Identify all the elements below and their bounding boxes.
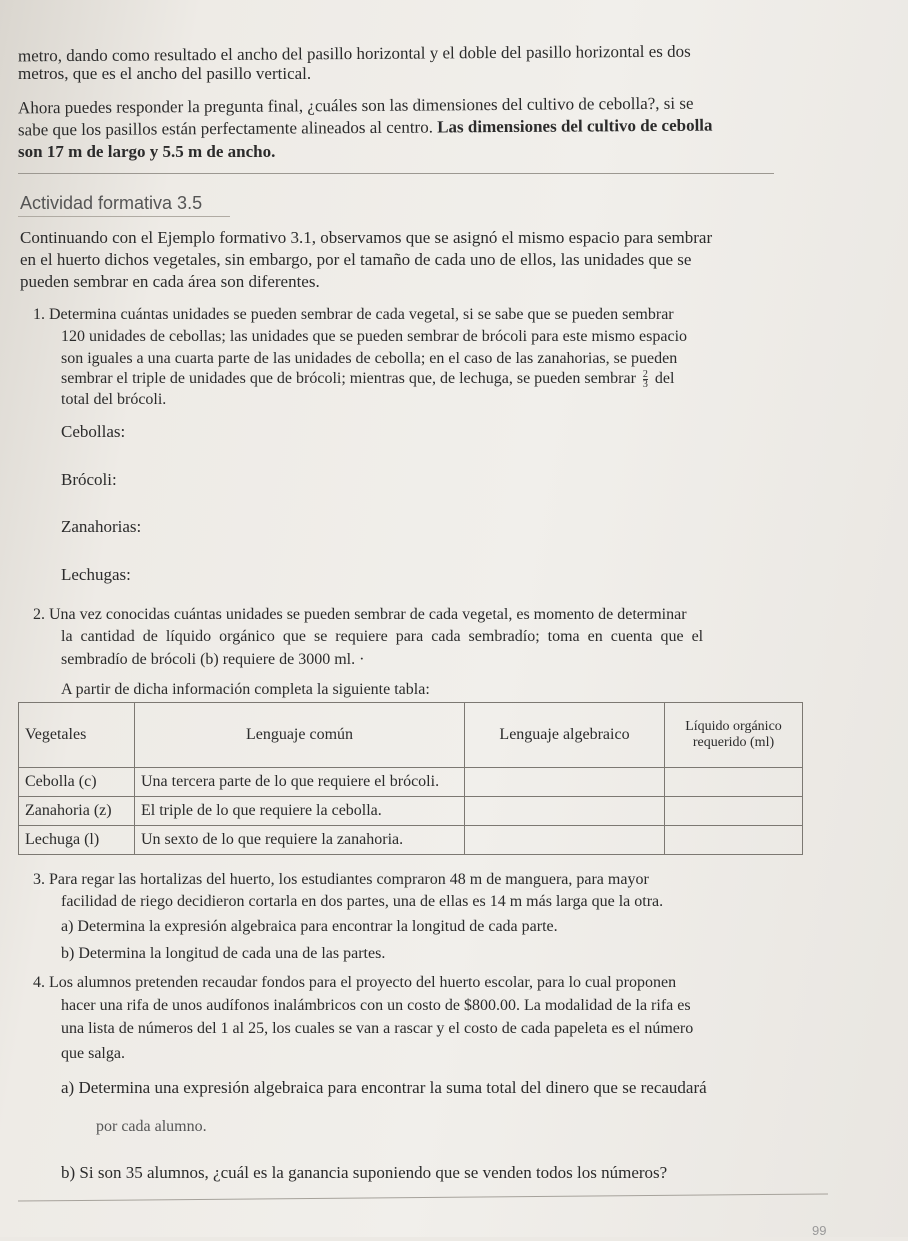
q1-line-4-text: sembrar el triple de unidades que de brócoli; mientras que, de lechuga, se pueden sembrar — [61, 370, 636, 387]
liquid-requirement-table — [18, 702, 803, 855]
answer-label-lechugas: Lechugas: — [61, 565, 131, 584]
q4-part-a-line-2: por cada alumno. — [96, 1118, 207, 1135]
bottom-divider — [18, 1193, 828, 1201]
table-row — [19, 797, 803, 826]
activity-title: Actividad formativa 3.5 — [20, 193, 203, 213]
cell-liquido[interactable] — [665, 826, 803, 855]
q1-line-3: son iguales a una cuarta parte de las unidades de cebolla; en el caso de las zanahorias, se pueden — [61, 350, 678, 367]
table-header-row — [19, 703, 803, 768]
header-liquido-organico: Líquido orgánico requerido (ml) — [665, 703, 803, 768]
q1-line-2: 120 unidades de cebollas; las unidades que se pueden sembrar de brócoli para este mismo espacio — [61, 328, 688, 345]
q1-line-4-end: del — [654, 370, 675, 387]
activity-para-2: en el huerto dichos vegetales, sin embargo, por el tamaño de cada uno de ellos, las unidades que se — [20, 250, 692, 269]
section-divider — [18, 173, 774, 174]
answer-label-cebollas: Cebollas: — [61, 422, 126, 441]
cell-lenguaje-comun: Un sexto de lo que requiere la zanahoria. — [135, 826, 465, 855]
table-row — [19, 826, 803, 855]
q3-line-2: facilidad de riego decidieron cortarla en dos partes, una de ellas es 14 m más larga que la otra. — [61, 893, 664, 910]
intro-answer-start: Las dimensiones del cultivo de cebolla — [437, 115, 713, 137]
q2-line-1: 2. Una vez conocidas cuántas unidades se pueden sembrar de cada vegetal, es momento de determinar — [33, 606, 687, 623]
q2-line-2: la cantidad de líquido orgánico que se requiere para cada sembradío; toma en cuenta que el — [61, 628, 704, 645]
q4-line-1: 4. Los alumnos pretenden recaudar fondos para el proyecto del huerto escolar, para lo cual proponen — [33, 974, 677, 991]
q4-line-3: una lista de números del 1 al 25, los cuales se van a rascar y el costo de cada papeleta es el número — [61, 1020, 694, 1037]
intro-answer: son 17 m de largo y 5.5 m de ancho. — [18, 142, 276, 161]
q2-table-instruction: A partir de dicha información completa la siguiente tabla: — [61, 681, 430, 698]
q1-line-4 — [61, 369, 674, 389]
fraction-denominator: 3 — [642, 378, 648, 390]
q4-part-b: b) Si son 35 alumnos, ¿cuál es la ganancia suponiendo que se venden todos los números? — [61, 1163, 668, 1182]
intro-line-1: metro, dando como resultado el ancho del pasillo horizontal y el doble del pasillo horizontal es dos — [17, 41, 691, 66]
header-vegetales: Vegetales — [19, 703, 135, 768]
cell-vegetal: Zanahoria (z) — [19, 797, 135, 826]
intro-line-4-text: sabe que los pasillos están perfectamente alineados al centro. — [17, 117, 433, 140]
page-number: 99 — [812, 1223, 827, 1238]
q3-part-b: b) Determina la longitud de cada una de las partes. — [61, 945, 386, 962]
intro-line-4 — [18, 116, 713, 141]
cell-lenguaje-algebraico[interactable] — [465, 768, 665, 797]
q1-line-5: total del brócoli. — [61, 391, 167, 408]
cell-vegetal: Cebolla (c) — [19, 768, 135, 797]
header-lenguaje-algebraico: Lenguaje algebraico — [465, 703, 665, 768]
activity-para-1: Continuando con el Ejemplo formativo 3.1, observamos que se asignó el mismo espacio para sembrar — [20, 228, 713, 247]
activity-title-underline — [18, 216, 230, 217]
answer-label-zanahorias: Zanahorias: — [61, 517, 142, 536]
cell-lenguaje-algebraico[interactable] — [465, 826, 665, 855]
q4-part-a-line-1: a) Determina una expresión algebraica para encontrar la suma total del dinero que se recaudará — [61, 1078, 707, 1097]
intro-line-3: Ahora puedes responder la pregunta final, ¿cuáles son las dimensiones del cultivo de cebolla?, si se — [17, 93, 694, 118]
q2-line-3: sembradío de brócoli (b) requiere de 3000 ml. · — [61, 651, 365, 668]
q3-line-1: 3. Para regar las hortalizas del huerto, los estudiantes compraron 48 m de manguera, para mayor — [33, 871, 649, 888]
header-lenguaje-comun: Lenguaje común — [135, 703, 465, 768]
q4-line-4: que salga. — [61, 1045, 125, 1062]
cell-liquido[interactable] — [665, 797, 803, 826]
cell-liquido[interactable] — [665, 768, 803, 797]
q4-line-2: hacer una rifa de unos audífonos inalámbricos con un costo de $800.00. La modalidad de la rifa es — [61, 997, 691, 1014]
answer-label-brocoli: Brócoli: — [61, 470, 117, 489]
activity-para-3: pueden sembrar en cada área son diferentes. — [20, 272, 320, 291]
q1-line-1: 1. Determina cuántas unidades se pueden sembrar de cada vegetal, si se sabe que se pueden sembrar — [33, 306, 674, 323]
two-thirds-fraction — [643, 370, 648, 389]
cell-vegetal: Lechuga (l) — [19, 826, 135, 855]
intro-line-2: metros, que es el ancho del pasillo vertical. — [18, 64, 312, 83]
cell-lenguaje-comun: El triple de lo que requiere la cebolla. — [135, 797, 465, 826]
table-row — [19, 768, 803, 797]
cell-lenguaje-algebraico[interactable] — [465, 797, 665, 826]
q3-part-a: a) Determina la expresión algebraica para encontrar la longitud de cada parte. — [61, 918, 558, 935]
fraction-numerator: 2 — [642, 368, 648, 380]
cell-lenguaje-comun: Una tercera parte de lo que requiere el brócoli. — [135, 768, 465, 797]
